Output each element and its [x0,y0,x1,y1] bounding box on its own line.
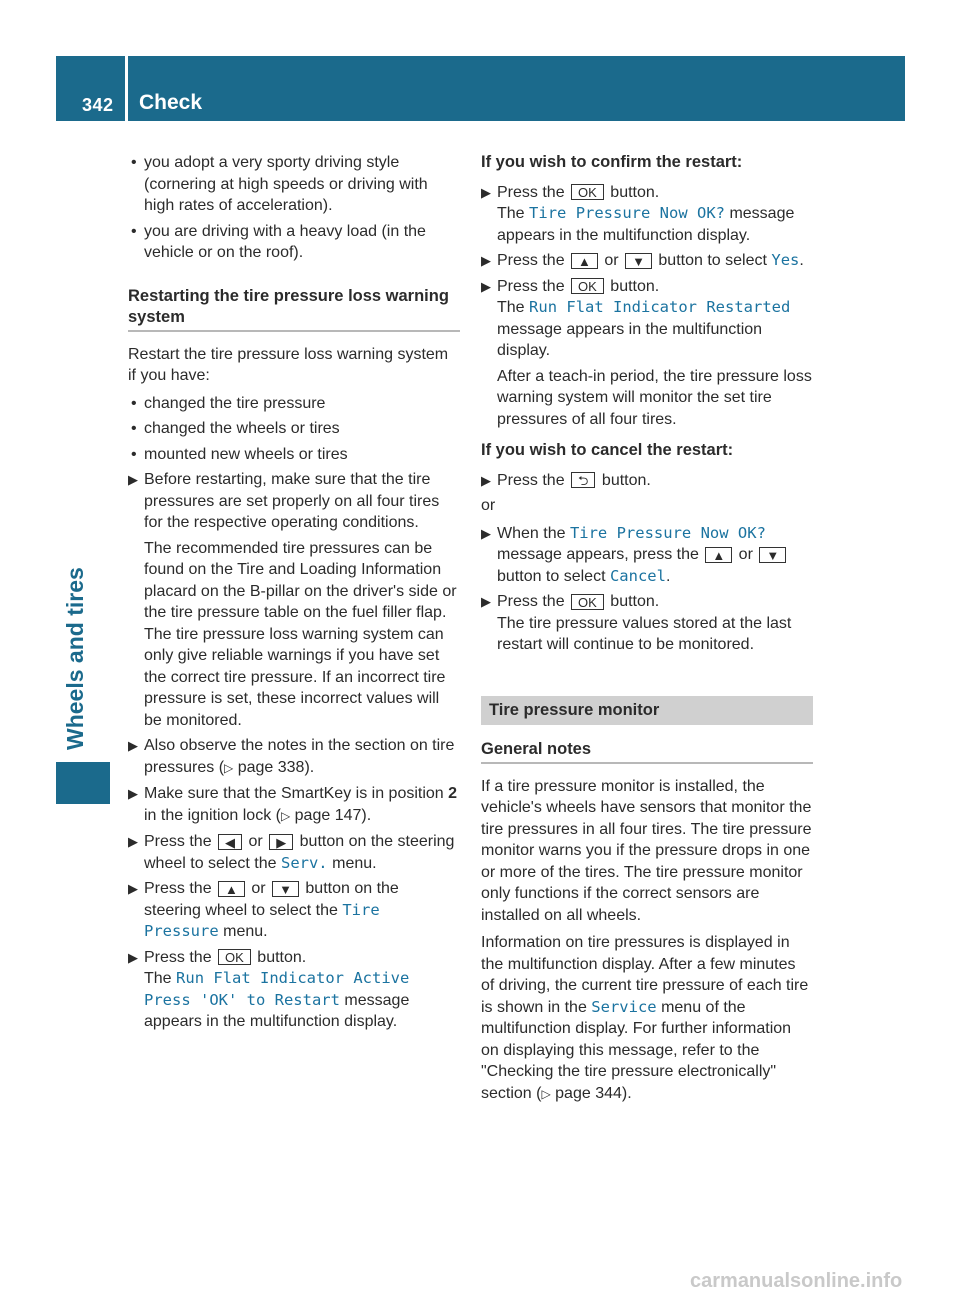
step-note: The recommended tire pressures can be found on the Tire and Loading Information placard on the B-pillar on the driver's side or the tire pressure table on the fuel filler flap. The tire pressure loss warning system can only give reliable warnings if you have set the correct tire pressure. If an incorrect tire pressure is set, these incorrect values will be monitored. [144,539,457,729]
footer-watermark: carmanualsonline.info [690,1270,903,1292]
step-item: ▶ Press the ◀ or ▶ button on the steering wheel to select the Serv. menu. [128,833,455,872]
step-item: ▶ Make sure that the SmartKey is in position 2 in the ignition lock (▷ page 147). [128,785,458,824]
step-item: ▶ When the Tire Pressure Now OK? message appears, press the ▲ or ▼ button to select Cancel. [481,523,813,588]
step-arrow-icon: ▶ [128,472,138,487]
up-arrow-key-icon: ▲ [571,253,598,269]
cancel-heading: If you wish to cancel the restart: [481,441,734,459]
body-paragraph: If a tire pressure monitor is installed, the vehicle's wheels have sensors that monitor the tire pressures in all four tires. The tire pressure monitor warns you if the pressure drops in one or more of the tires. The tire pressure monitor only functions if the correct sensors are installed on all wheels. [481,777,812,924]
step-arrow-icon: ▶ [128,949,138,965]
step-arrow-icon: ▶ [481,525,491,541]
page-ref-icon: ▷ [280,808,291,823]
menu-name: Tire Pressure [144,900,380,940]
page-title: Check [139,91,203,114]
step-arrow-icon: ▶ [128,881,138,896]
step-item: ▶ Press the OK button. The Tire Pressure Now OK? message appears in the multifunction display. [481,183,795,244]
ok-key-icon: OK [571,184,604,200]
page-number: 342 [82,95,114,115]
option-value: Cancel [609,566,666,585]
option-value: Yes [771,251,800,269]
step-item: ▶ Before restarting, make sure that the tire pressures are set properly on all four tires for the respective operating conditions. [128,471,440,531]
step-item: ▶ Press the OK button. The tire pressure values stored at the last restart will continue to be monitored. [481,593,792,653]
step-arrow-icon: ▶ [481,184,491,200]
down-arrow-key-icon: ▼ [625,253,652,269]
step-item: ▶ Press the ▲ or ▼ button on the steering wheel to select the Tire Pressure menu. [128,880,399,940]
down-arrow-key-icon: ▼ [759,547,786,563]
body-paragraph: Information on tire pressures is displayed in the multifunction display. After a few minutes of driving, the current tire pressure of each tire is shown in the Service menu of the multifunction display. For further information on displaying this message, refer to the "Checking the tire pressure electronically" section (▷ page 344). [481,934,809,1102]
step-note: After a teach-in period, the tire pressure loss warning system will monitor the set tire pressures of all four tires. [497,367,812,428]
section-heading-tire-pressure-monitor: Tire pressure monitor [481,696,813,726]
display-message: Run Flat Indicator Active Press 'OK' to Restart [144,969,410,1009]
page-ref-icon: ▷ [224,760,234,775]
step-item: ▶ Press the OK button. The Run Flat Indicator Restarted message appears in the multifunction display. [481,277,791,359]
confirm-heading: If you wish to confirm the restart: [481,153,743,171]
right-arrow-key-icon: ▶ [269,834,293,850]
down-arrow-key-icon: ▼ [272,881,299,897]
left-column [128,152,460,1037]
or-text: or [481,497,496,514]
side-band-bottom [56,762,110,804]
page-ref-icon: ▷ [541,1086,551,1101]
subsection-heading-general-notes: General notes [481,739,813,764]
display-message: Run Flat Indicator Restarted [529,298,791,316]
back-key-icon: ⮌ [571,472,595,488]
display-message: Tire Pressure Now OK? [569,523,766,542]
step-arrow-icon: ▶ [481,253,491,268]
list-item: • you are driving with a heavy load (in the vehicle or on the roof). [131,222,426,261]
step-item: ▶ Press the OK button. The Run Flat Indicator Active Press 'OK' to Restart message appears in the multifunction display. [128,948,410,1030]
step-arrow-icon: ▶ [128,834,138,849]
step-arrow-icon: ▶ [481,472,491,488]
step-item: ▶ Press the ▲ or ▼ button to select Yes. [481,250,813,272]
menu-name: Service [591,997,657,1016]
step-arrow-icon: ▶ [481,594,491,609]
step-item: ▶ Press the ⮌ button. [481,470,813,492]
up-arrow-key-icon: ▲ [705,547,732,563]
section-heading-restart: Restarting the tire pressure loss warning system [128,286,460,332]
intro-text: Restart the tire pressure loss warning system if you have: [128,345,449,384]
list-item: • mounted new wheels or tires [131,445,348,463]
list-item: • changed the wheels or tires [131,420,340,437]
left-arrow-key-icon: ◀ [218,834,242,850]
up-arrow-key-icon: ▲ [218,881,245,897]
step-item: ▶ Also observe the notes in the section on tire pressures (▷ page 338). [128,737,455,776]
step-arrow-icon: ▶ [481,278,491,294]
section-side-label: Wheels and tires [62,567,88,750]
right-column [481,152,813,1111]
display-message: Tire Pressure Now OK? [529,204,725,222]
list-item: • changed the tire pressure [131,394,326,412]
menu-name: Serv. [280,853,328,872]
header-divider [125,56,128,121]
ok-key-icon: OK [571,278,604,294]
ok-key-icon: OK [218,949,251,965]
step-arrow-icon: ▶ [128,786,138,801]
ok-key-icon: OK [571,594,604,610]
list-item: • you adopt a very sporty driving style (cornering at high speeds or driving with high rates of acceleration). [131,154,428,214]
step-arrow-icon: ▶ [128,738,138,753]
